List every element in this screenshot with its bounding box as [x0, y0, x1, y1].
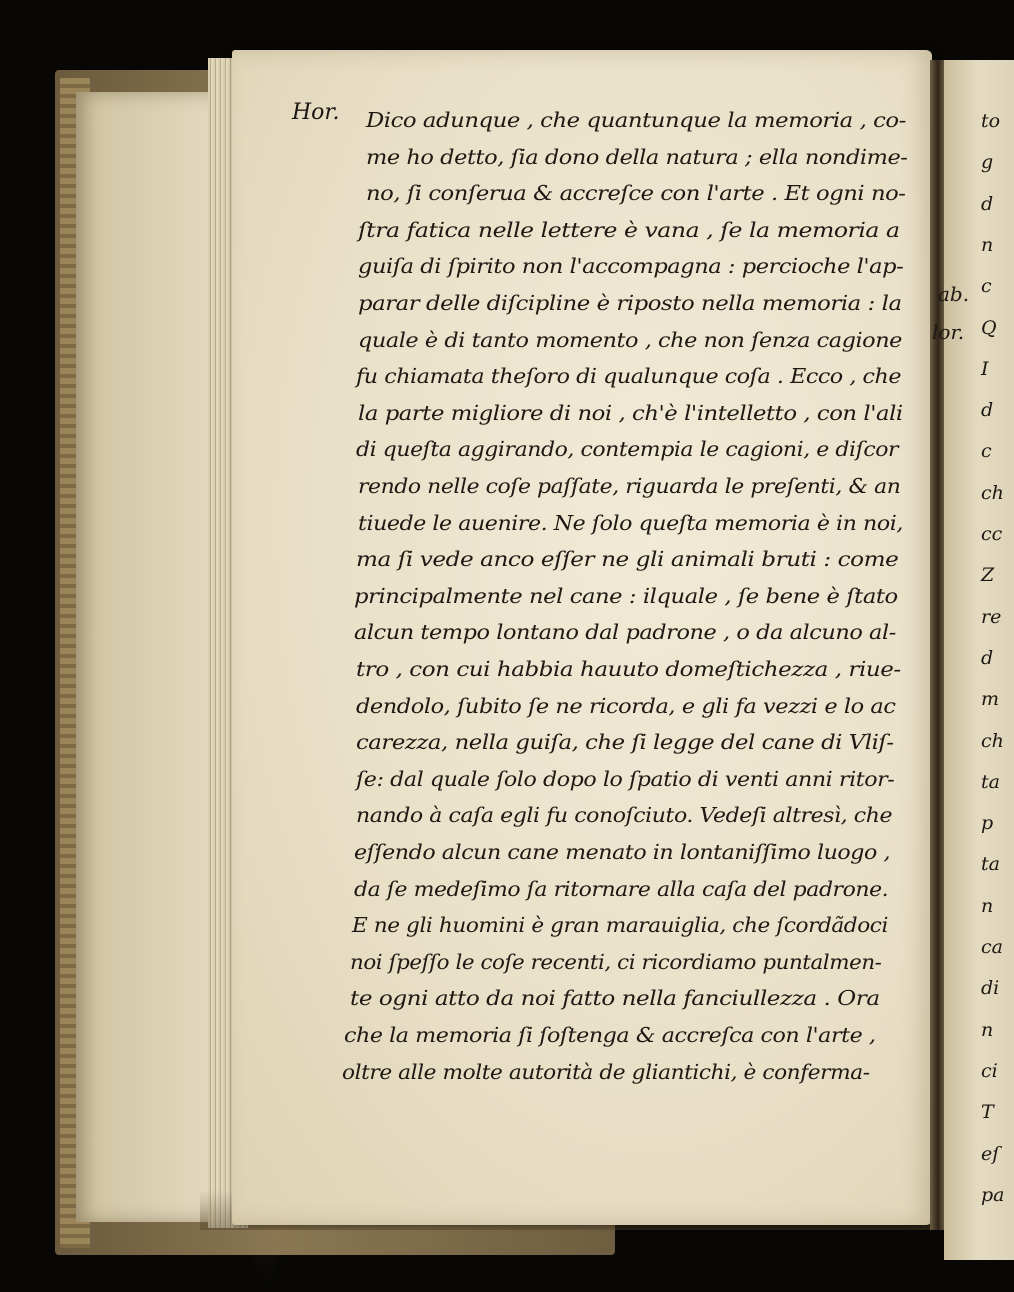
text-line: oltre alle molte autorità de gliantichi, è conferma- [342, 1059, 870, 1084]
text-line: che la memoria ſi ſoſtenga & accreſca con l'arte , [344, 1023, 876, 1047]
facing-line-start: ca [981, 936, 1003, 958]
text-line: ſe: dal quale ſolo dopo lo ſpatio di venti anni ritor- [356, 766, 895, 791]
facing-line-start: n [981, 1018, 994, 1041]
facing-line-start: d [981, 399, 994, 422]
facing-line-start: ta [981, 853, 1000, 876]
facing-line-start: m [981, 688, 1000, 711]
text-line: dendolo, ſubito ſe ne ricorda, e gli fa vezzi e lo ac [356, 693, 896, 718]
text-line: rendo nelle coſe paſſate, riguarda le preſenti, & an [358, 474, 901, 498]
margin-note: ab. [938, 282, 970, 306]
text-line: Dico adunque , che quantunque la memoria , co- [366, 108, 906, 132]
facing-line-start: Q [981, 316, 997, 339]
facing-line-start: d [981, 192, 994, 215]
text-line: te ogni atto da noi fatto nella fanciullezza . Ora [350, 986, 880, 1011]
text-line: no, ſi conſerua & accreſce con l'arte . Et ogni no- [366, 181, 906, 206]
text-line: principalmente nel cane : ilquale , ſe bene è ſtato [354, 583, 898, 608]
text-line: quale è di tanto momento , che non ſenza cagione [358, 327, 902, 352]
text-line: la parte migliore di noi , ch'è l'intelletto , con l'ali [358, 400, 903, 425]
text-line: ſtra fatica nelle lettere è vana , ſe la memoria a [358, 217, 900, 242]
facing-line-start: Z [981, 564, 995, 587]
facing-line-start: I [981, 357, 989, 380]
text-line: tiuede le auenire. Ne ſolo queſta memoria è in noi, [358, 510, 903, 535]
text-line: guiſa di ſpirito non l'accompagna : percioche l'ap- [358, 254, 904, 279]
facing-line-start: g [981, 151, 994, 174]
facing-line-start: ta [981, 770, 1000, 793]
text-line: eſſendo alcun cane menato in lontaniſſimo luogo , [354, 840, 891, 864]
facing-line-start: T [981, 1101, 994, 1124]
facing-line-start: ci [981, 1059, 998, 1082]
facing-line-start: cc [981, 523, 1003, 545]
text-line: me ho detto, ſia dono della natura ; ella nondime- [366, 144, 908, 169]
text-line: parar delle diſcipline è riposto nella memoria : la [358, 291, 902, 315]
facing-line-start: eſ [981, 1142, 1000, 1165]
facing-line-start: n [981, 233, 994, 256]
facing-line-start: ch [981, 481, 1004, 504]
facing-line-start: c [981, 275, 992, 298]
text-line: tro , con cui habbia hauuto domeſtichezza , riue- [356, 657, 901, 681]
text-line: nando à caſa egli fu conoſciuto. Vedeſi altresì, che [356, 803, 893, 828]
facing-line-start: c [981, 440, 992, 463]
text-line: noi ſpeſſo le coſe recenti, ci ricordiamo puntalmen- [350, 949, 882, 974]
facing-line-start: pa [981, 1183, 1005, 1206]
speaker-label: Hor. [292, 100, 340, 125]
facing-line-start: di [981, 977, 1000, 1000]
margin-note: lor. [932, 320, 965, 344]
facing-line-start: p [981, 812, 994, 835]
text-line: di queſta aggirando, contempia le cagioni, e diſcor [356, 437, 899, 462]
text-line: fu chiamata theſoro di qualunque coſa . Ecco , che [356, 364, 902, 389]
text-line: carezza, nella guiſa, che ſi legge del cane di Vliſ- [356, 730, 894, 755]
text-line: da ſe medeſimo ſa ritornare alla caſa del padrone. [354, 876, 889, 901]
text-line: alcun tempo lontano dal padrone , o da alcuno al- [354, 620, 896, 645]
facing-line-start: d [981, 646, 994, 669]
text-line: ma ſi vede anco eſſer ne gli animali bruti : come [356, 547, 899, 572]
text-line: E ne gli huomini è gran marauiglia, che ſcordãdoci [352, 913, 888, 938]
facing-line-start: ch [981, 729, 1004, 752]
facing-line-start: n [981, 894, 994, 917]
facing-line-start: to [981, 110, 1001, 132]
facing-line-start: re [981, 605, 1002, 628]
